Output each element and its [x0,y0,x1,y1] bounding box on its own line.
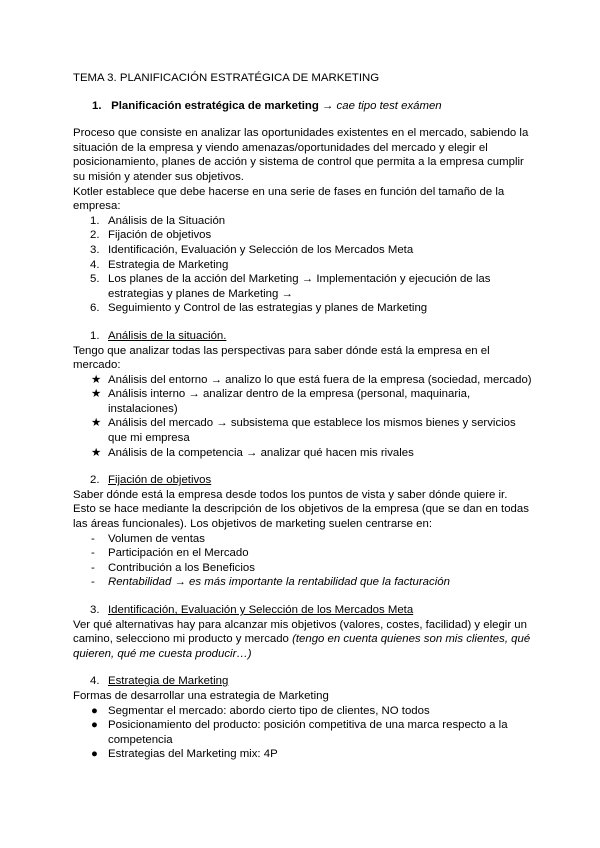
bullet-icon: ● [91,748,98,761]
targets-paragraph: Ver qué alternativas hay para alcanzar mis objetivos (valores, costes, facilidad) y elegir un camino, selecciono mi producto y mercado (tengo en cuenta quienes son mis clientes, qué quieren, qué me cuesta producir…) [73,618,531,660]
star-icon: ★ [91,373,102,386]
list-item: - Participación en el Mercado [91,547,249,560]
list-item: 2. Fijación de objetivos [90,229,212,242]
list-item: ★ Análisis del entorno → analizo lo que está fuera de la empresa (sociedad, mercado) [91,373,532,386]
dash-icon: - [91,532,95,545]
analysis-heading: 1. Análisis de la situación. [90,329,227,342]
document-title: TEMA 3. PLANIFICACIÓN ESTRATÉGICA DE MARKETING [73,72,380,84]
star-icon: ★ [91,388,102,401]
analysis-intro: Tengo que analizar todas las perspectivas para saber dónde está la empresa en el mercado: [73,344,490,372]
section-1-note: → cae tipo test exámen [321,99,442,112]
list-item: - Contribución a los Beneficios [91,561,255,574]
intro-paragraph: Proceso que consiste en analizar las oportunidades existentes en el mercado, sabiendo la situación de la empresa y viendo amenazas/oportunidades del mercado y elegir el posicionamiento, planes de acción y sistema de control que permita a la empresa cumplir su misión y atender sus objetivos. [73,127,529,183]
objectives-intro: Saber dónde está la empresa desde todos los puntos de vista y saber dónde quiere ir. Esto se hace mediante la descripción de los objetivos de la empresa (que se dan en todas las áreas funcionales). Los objetivos de marketing suelen centrarse en: [73,488,529,531]
list-item: 6. Seguimiento y Control de las estrategias y planes de Marketing [90,302,428,315]
dash-icon: - [91,561,95,574]
list-item: ● Posicionamiento del producto: posición competitiva de una marca respecto a la competencia [91,719,508,746]
star-icon: ★ [91,417,102,430]
targets-note: (tengo en cuenta quienes son mis clientes, qué quieren, qué me cuesta producir…) [73,633,531,660]
bullet-icon: ● [91,704,98,717]
section-1-heading [92,99,533,114]
strategy-intro: Formas de desarrollar una estrategia de Marketing [73,689,329,702]
list-item: ★ Análisis interno → analizar dentro de la empresa (personal, maquinaria, instalaciones) [91,388,471,415]
dash-icon: - [91,576,95,589]
section-1-title: Planificación estratégica de marketing [111,99,319,112]
list-item: ● Estrategias del Marketing mix: 4P [91,748,278,761]
list-item: - Volumen de ventas [91,532,205,545]
list-item: 3. Identificación, Evaluación y Selección de los Mercados Meta [90,243,414,256]
phases-list [73,214,533,316]
strategy-list [73,704,533,762]
list-item: 4. Estrategia de Marketing [90,258,229,271]
list-item: 1. Análisis de la Situación [90,214,226,227]
targets-heading: 3. Identificación, Evaluación y Selección de los Mercados Meta [90,604,414,616]
list-item: 5. Los planes de la acción del Marketing → Implementación y ejecución de las estrategias y planes de Marketing → [90,273,491,300]
objectives-heading: 2. Fijación de objetivos [90,474,212,487]
list-item: ★ Análisis del mercado → subsistema que establece los mismos bienes y servicios que mi empresa [91,417,516,445]
kotler-paragraph: Kotler establece que debe hacerse en una serie de fases en función del tamaño de la empresa: [73,185,505,213]
objectives-list [73,532,533,590]
star-icon: ★ [91,446,102,459]
dash-icon: - [91,547,95,560]
strategy-heading: 4. Estrategia de Marketing [90,675,229,688]
document-page [73,71,533,762]
list-item: ● Segmentar el mercado: abordo cierto tipo de clientes, NO todos [91,704,430,717]
analysis-list [73,373,533,461]
list-item: ★ Análisis de la competencia → analizar qué hacen mis rivales [91,446,414,459]
list-item: - Rentabilidad → es más importante la rentabilidad que la facturación [91,576,450,589]
bullet-icon: ● [91,719,98,732]
section-1-number: 1. [92,99,102,112]
